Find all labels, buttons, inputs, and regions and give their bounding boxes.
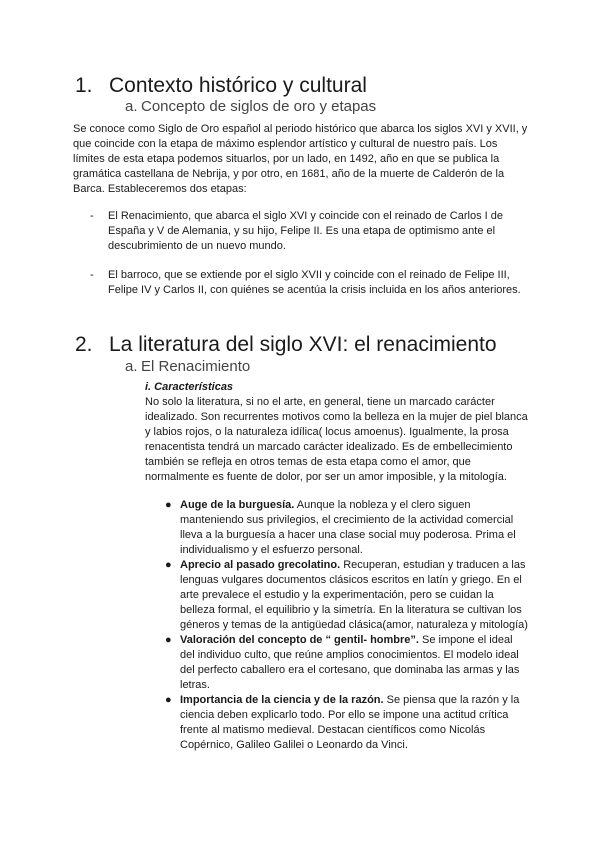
dash-item-text: El Renacimiento, que abarca el siglo XVI y coincide con el reinado de Carlos I de España y V de Alemania, y su hijo, Felipe II. Es una etapa de optimismo ante el descubrimiento de un nuevo mundo. bbox=[108, 210, 504, 252]
section-2-paragraph: No solo la literatura, si no el arte, en general, tiene un marcado carácter idealizado. Son recurrentes motivos como la belleza en la mujer de piel blanca y labios rojos, o la naturaleza idílica( locus amoenus). Igualmente, la prosa renacentista tendrá un marcado carácter idealizado. Es de embellecimiento también se refleja en otros temas de esta etapa como el amor, que normalmente es fuente de dolor, por ser un amor imposible, y la mitología. bbox=[145, 396, 528, 483]
section-1-number: 1. bbox=[75, 74, 93, 97]
list-item-text: Se piensa que la razón y la ciencia deben explicarlo todo. Por ello se impone una actitud crítica frente al matismo medieval. Destacan científicos como Nicolás Copérnico, Galileo Galilei o Leonardo da Vinci. bbox=[180, 694, 520, 751]
dash-mark: - bbox=[90, 210, 94, 222]
list-item-title: Valoración del concepto de “ gentil- hombre”. bbox=[180, 634, 419, 646]
list-item-title: Importancia de la ciencia y de la razón. bbox=[180, 694, 384, 706]
bullet-icon: ● bbox=[165, 634, 172, 646]
section-1-title: Contexto histórico y cultural bbox=[109, 74, 367, 97]
list-item-text: Se impone el ideal del individuo culto, que reúne amplios conocimientos. El modelo ideal del perfecto caballero era el cortesano, que dominaba las armas y las letras. bbox=[180, 634, 520, 691]
section-2-heading bbox=[75, 333, 497, 357]
list-item bbox=[163, 693, 530, 753]
list-item bbox=[163, 558, 530, 633]
dash-item-barroco bbox=[90, 268, 528, 298]
section-1a-letter: a. bbox=[125, 98, 138, 115]
characteristics-list bbox=[163, 498, 530, 753]
list-item bbox=[163, 633, 530, 693]
dash-item-renacimiento bbox=[90, 209, 528, 254]
section-2-title: La literatura del siglo XVI: el renacimiento bbox=[109, 333, 497, 356]
section-2a-heading bbox=[125, 358, 250, 376]
list-item-title: Auge de la burguesía. bbox=[180, 499, 295, 511]
section-1a-heading bbox=[125, 98, 376, 116]
list-item-title: Aprecio al pasado grecolatino. bbox=[180, 559, 341, 571]
list-item bbox=[163, 498, 530, 558]
section-2a-letter: a. bbox=[125, 358, 138, 375]
section-1-heading bbox=[75, 74, 367, 98]
bullet-icon: ● bbox=[165, 499, 172, 511]
bullet-icon: ● bbox=[165, 559, 172, 571]
subheading-caracteristicas: i. Características bbox=[145, 381, 234, 393]
dash-mark: - bbox=[90, 269, 94, 281]
section-1-intro: Se conoce como Siglo de Oro español al periodo histórico que abarca los siglos XVI y XVII, y que coincide con la etapa de máximo esplendor artístico y cultural de nuestro país. Los límites de esta etapa podemos situarlos, por un lado, en 1492, año en que se publica la gramática castellana de Nebrija, y por otro, en 1681, año de la muerte de Calderón de la Barca. Estableceremos dos etapas: bbox=[73, 123, 528, 195]
bullet-icon: ● bbox=[165, 694, 172, 706]
list-item-text: Aunque la nobleza y el clero siguen manteniendo sus privilegios, el crecimiento de la actividad comercial lleva a la burguesía a hacer una clase social muy poderosa. Prima el individualismo y el esfuerzo personal. bbox=[180, 499, 516, 556]
section-2a-title: El Renacimiento bbox=[141, 358, 251, 375]
section-2-number: 2. bbox=[75, 333, 93, 356]
section-1a-title: Concepto de siglos de oro y etapas bbox=[141, 98, 377, 115]
dash-item-text: El barroco, que se extiende por el siglo XVII y coincide con el reinado de Felipe III, Felipe IV y Carlos II, con quiénes se acentúa la crisis incluida en los años anteriores. bbox=[108, 269, 521, 296]
list-item-text: Recuperan, estudian y traducen a las lenguas vulgares documentos clásicos escritos en latín y griego. En el arte prevalece el estudio y la experimentación, pero se cuidan la belleza formal, el equilibrio y la simetría. En la literatura se cultivan los géneros y temas de la antigüedad clásica(amor, naturaleza y mitología) bbox=[180, 559, 528, 631]
